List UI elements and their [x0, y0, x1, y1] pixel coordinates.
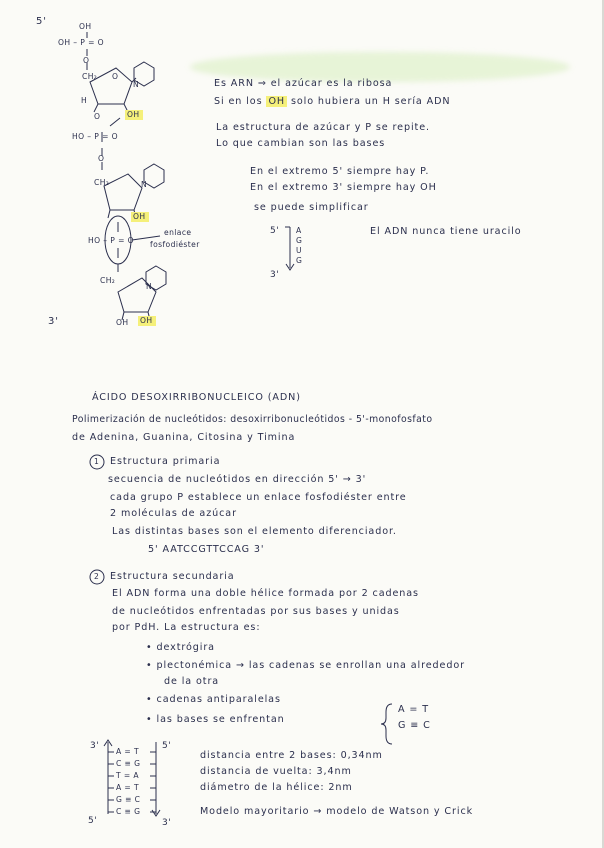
top-phosphate-label: OH – P = O: [58, 38, 105, 47]
pair-at: A = T: [398, 704, 430, 715]
section-1-line-1: secuencia de nucleótidos en dirección 5' → 3': [108, 474, 367, 485]
top-oh-label: OH: [79, 22, 92, 31]
hop-label-1: HO – P = O: [72, 132, 119, 141]
section-2-line-1: El ADN forma una doble hélice formada por 2 cadenas: [112, 588, 419, 599]
note-line-2-end: solo hubiera un H sería ADN: [290, 96, 451, 107]
note-line-2: [214, 96, 450, 107]
measure-turn-distance: distancia de vuelta: 3,4nm: [200, 766, 352, 777]
simplified-base-2: G: [296, 236, 303, 245]
simplified-base-4: G: [296, 256, 303, 265]
ch2-label-3: CH₂: [100, 276, 116, 285]
bullet-text: plectonémica → las cadenas se enrollan una alrededor: [156, 660, 465, 671]
section-1-line-4: Las distintas bases son el elemento diferenciador.: [112, 526, 397, 537]
bullet-text: dextrógira: [156, 642, 215, 653]
note-line-3: La estructura de azúcar y P se repite.: [216, 122, 430, 133]
hydrogen-label: H: [81, 96, 88, 105]
simplified-base-3: U: [296, 246, 302, 255]
bullet-dextrogira: • dextrógira: [146, 642, 215, 653]
helix-row-4: A = T: [116, 783, 140, 792]
section-2-line-3: por PdH. La estructura es:: [112, 622, 261, 633]
note-line-7: se puede simplificar: [254, 202, 369, 213]
helix-row-3: T = A: [116, 771, 140, 780]
helix-left-bottom: 5': [88, 816, 98, 826]
link-label-fosfodiester: fosfodiéster: [150, 240, 200, 249]
helix-row-2: C ≡ G: [116, 759, 141, 768]
measure-diameter: diámetro de la hélice: 2nm: [200, 782, 353, 793]
hop-label-2: HO – P = O: [88, 236, 135, 245]
adn-line-2: de Adenina, Guanina, Citosina y Timina: [72, 432, 296, 443]
section-2-title: Estructura secundaria: [110, 571, 235, 582]
note-line-5: En el extremo 5' siempre hay P.: [250, 166, 430, 177]
helix-row-6: C ≡ G: [116, 807, 141, 816]
measure-base-distance: distancia entre 2 bases: 0,34nm: [200, 750, 383, 761]
simplified-3prime: 3': [270, 270, 280, 280]
adn-title: ÁCIDO DESOXIRRIBONUCLEICO (ADN): [92, 392, 301, 403]
bullet-text: cadenas antiparalelas: [156, 694, 281, 705]
section-1-line-2: cada grupo P establece un enlace fosfodiéster entre: [110, 492, 407, 503]
bullet-plectonemica: • plectonémica → las cadenas se enrollan una alrededor: [146, 660, 465, 671]
bullet-text: las bases se enfrentan: [156, 714, 285, 725]
section-1-title: Estructura primaria: [110, 456, 221, 467]
oxygen-link-label: O: [83, 56, 90, 65]
ch2-label-2: CH₂: [94, 178, 110, 187]
rna-3prime-label: 3': [48, 316, 59, 327]
watson-crick-model: Modelo mayoritario → modelo de Watson y Crick: [200, 806, 474, 817]
ch2-label-1: CH₂: [82, 72, 98, 81]
note-line-4: Lo que cambian son las bases: [216, 138, 386, 149]
simplified-5prime: 5': [270, 226, 280, 236]
adn-line-1: Polimerización de nucleótidos: desoxirribonucleótidos - 5'-monofosfato: [72, 414, 433, 425]
section-1-line-3: 2 moléculas de azúcar: [110, 508, 237, 519]
note-line-2-highlight: OH: [268, 96, 286, 107]
helix-row-1: A = T: [116, 747, 140, 756]
section-2-line-2: de nucleótidos enfrentadas por sus bases y unidas: [112, 606, 400, 617]
note-line-1: Es ARN ⇒ el azúcar es la ribosa: [214, 78, 393, 89]
helix-row-5: G ≡ C: [116, 795, 141, 804]
simplified-base-1: A: [296, 226, 302, 235]
section-1-sequence: 5' AATCCGTTCCAG 3': [148, 544, 265, 555]
oh-highlight-1: OH: [127, 110, 140, 119]
section-1-number: 1: [94, 457, 100, 466]
helix-right-bottom: 3': [162, 818, 172, 828]
base-n-label-2: N: [141, 180, 148, 189]
base-n-label-1: N: [133, 80, 140, 89]
bottom-oh-label: OH: [116, 318, 129, 327]
uracil-note: El ADN nunca tiene uracilo: [370, 226, 522, 237]
rna-5prime-label: 5': [36, 16, 47, 27]
bullet-antiparalelas: • cadenas antiparalelas: [146, 694, 281, 705]
pair-gc: G ≡ C: [398, 720, 431, 731]
note-line-6: En el extremo 3' siempre hay OH: [250, 182, 437, 193]
bullet-continuation: de la otra: [164, 676, 220, 687]
helix-right-top: 5': [162, 741, 172, 751]
helix-left-top: 3': [90, 741, 100, 751]
ring-oxygen-label-1: O: [112, 72, 119, 81]
oh-highlight-3: OH: [140, 316, 153, 325]
base-n-label-3: N: [146, 282, 153, 291]
section-2-number: 2: [94, 572, 100, 581]
o-label-2: O: [98, 154, 105, 163]
link-label-enlace: enlace: [164, 228, 192, 237]
o-label-ring1: O: [94, 112, 101, 121]
note-line-2-start: Si en los: [214, 96, 263, 107]
bullet-bases: • las bases se enfrentan: [146, 714, 285, 725]
oh-highlight-2: OH: [133, 212, 146, 221]
